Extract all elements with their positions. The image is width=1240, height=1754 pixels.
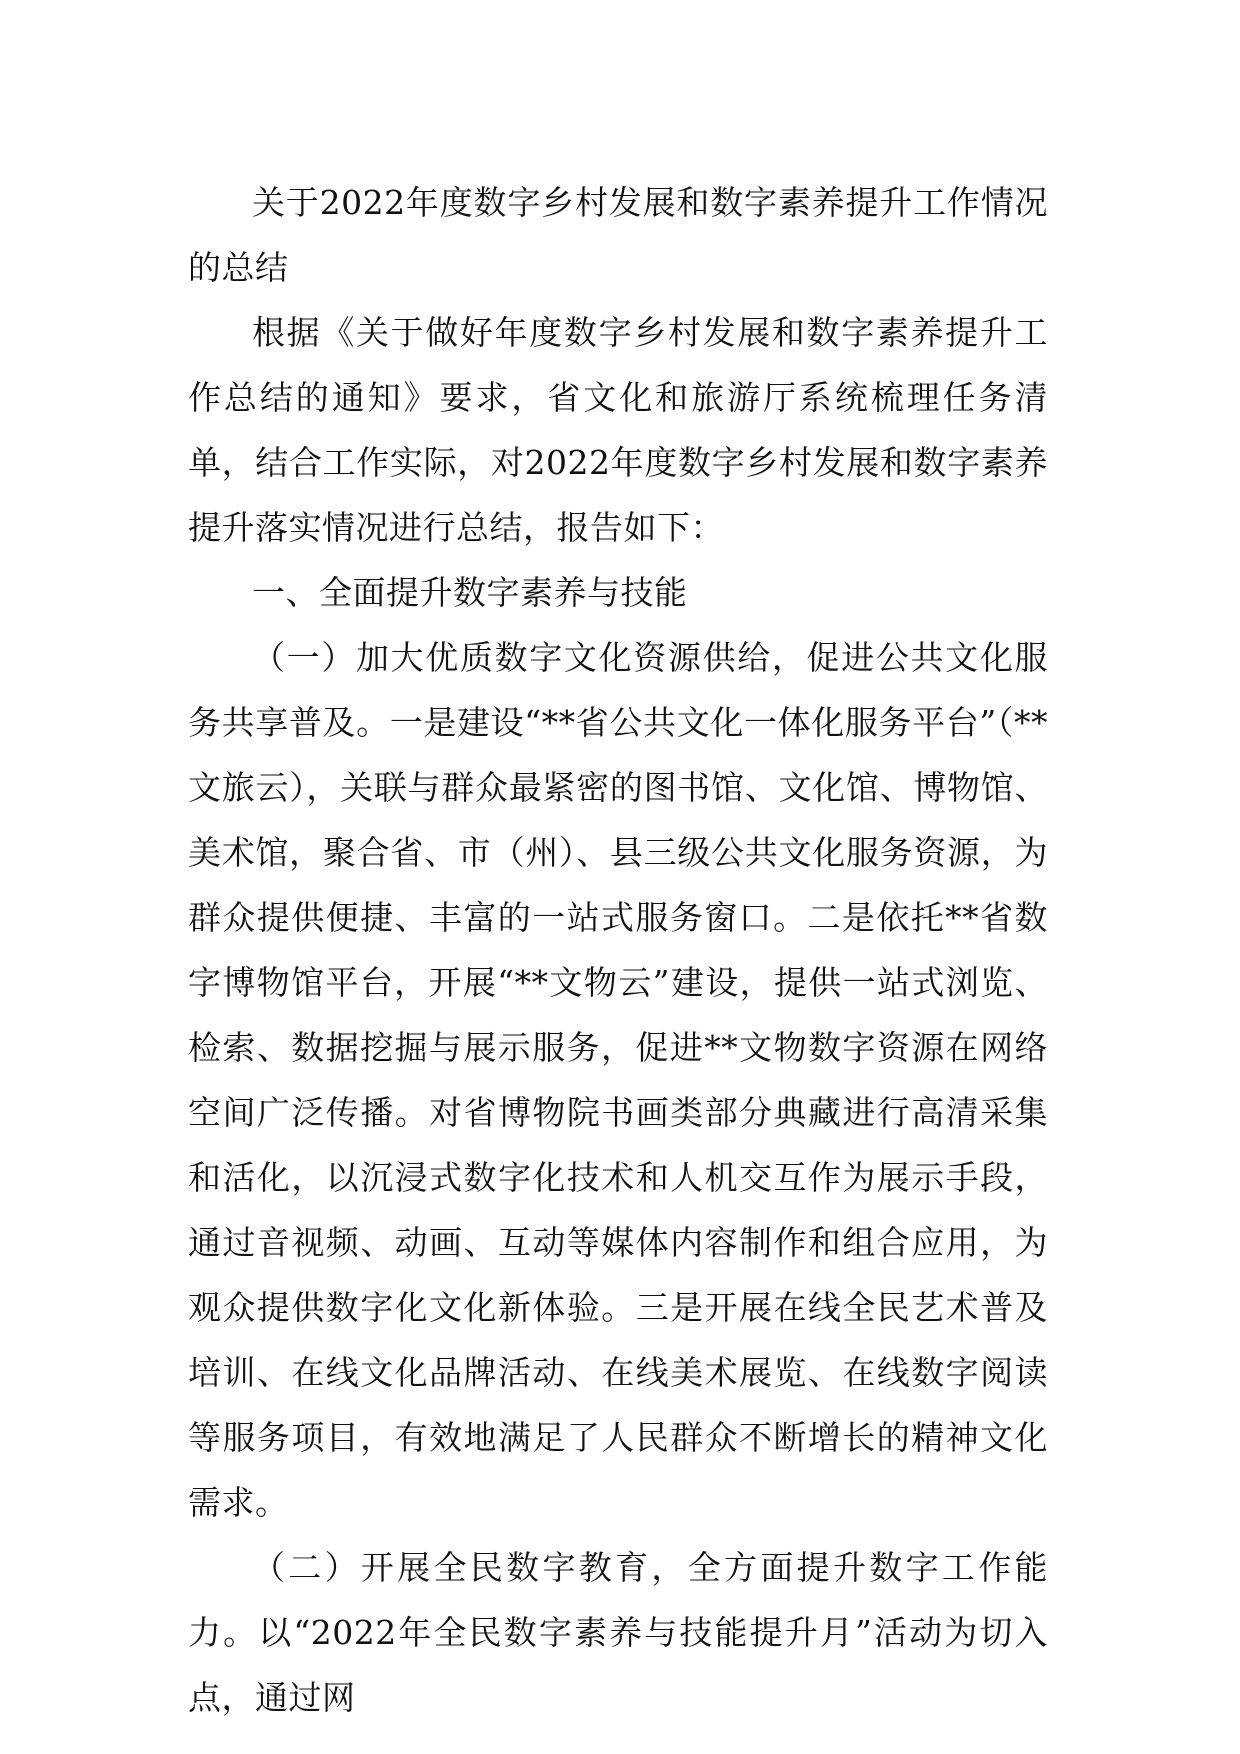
section-paragraph-1: （一）加大优质数字文化资源供给，促进公共文化服务共享普及。一是建设“**省公共文化一体化服务平台”（**文旅云），关联与群众最紧密的图书馆、文化馆、博物馆、美术馆，聚合省、市（州）、县三级公共文化服务资源，为群众提供便捷、丰富的一站式服务窗口。二是依托**省数字博物馆平台，开展“**文物云”建设，提供一站式浏览、检索、数据挖掘与展示服务，促进**文物数字资源在网络空间广泛传播。对省博物院书画类部分典藏进行高清采集和活化，以沉浸式数字化技术和人机交互作为展示手段，通过音视频、动画、互动等媒体内容制作和组合应用，为观众提供数字化文化新体验。三是开展在线全民艺术普及培训、在线文化品牌活动、在线美术展览、在线数字阅读等服务项目，有效地满足了人民群众不断增长的精神文化需求。 [188, 638, 1048, 1522]
section-paragraph-2: （二）开展全民数字教育，全方面提升数字工作能力。以“2022年全民数字素养与技能提升月”活动为切入点，通过网 [188, 1548, 1048, 1717]
intro-paragraph: 根据《关于做好年度数字乡村发展和数字素养提升工作总结的通知》要求，省文化和旅游厅系统梳理任务清单，结合工作实际，对2022年度数字乡村发展和数字素养提升落实情况进行总结，报告如下： [188, 313, 1048, 547]
section-heading: 一、全面提升数字素养与技能 [252, 573, 688, 612]
document-title: 关于2022年度数字乡村发展和数字素养提升工作情况的总结 [188, 183, 1048, 287]
document-body [188, 170, 1048, 1730]
